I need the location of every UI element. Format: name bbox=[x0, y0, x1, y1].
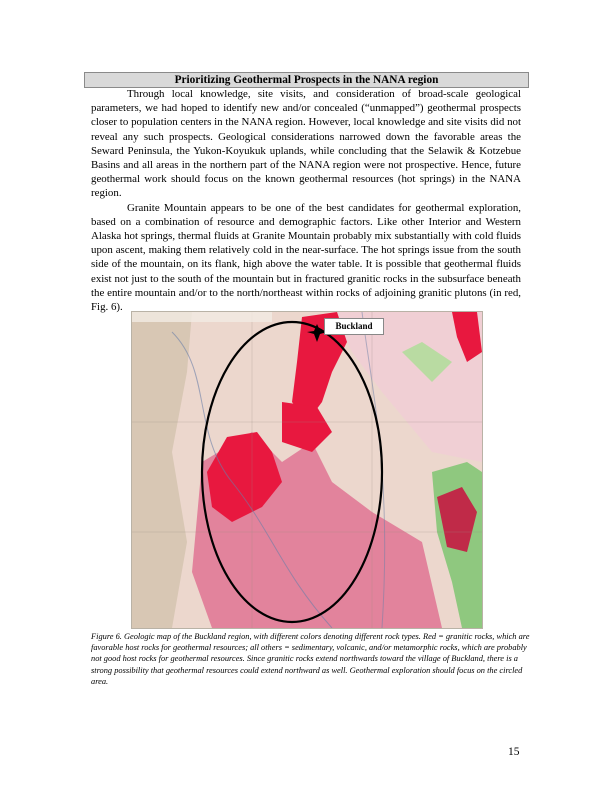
geologic-map-drawing bbox=[132, 312, 482, 628]
figure-caption: Figure 6. Geologic map of the Buckland region, with different colors denoting different rock types. Red = granitic rocks, which are favorable host rocks for geothermal resources; all others = sedimentary, volcanic, and/or metamorphic rocks, which are probably not good host rocks for geothermal resources. Since granitic rocks extend northwards toward the village of Buckland, there is a strong possibility that geothermal resources could extend northward as well. Geothermal exploration should focus on the circled area. bbox=[91, 632, 530, 686]
geologic-map-image bbox=[131, 311, 483, 629]
body-text bbox=[91, 87, 521, 314]
map-header-strip bbox=[132, 312, 272, 322]
paragraph: Through local knowledge, site visits, and consideration of broad-scale geological parameters, we had hoped to identify new and/or concealed (“unmapped”) geothermal prospects closer to population centers in the NANA region. However, local knowledge and site visits did not reveal any such prospects. Geological considerations narrowed down the favorable areas the Seward Peninsula, the Yukon-Koyukuk uplands, while concluding that the Selawik & Kotzebue Basins and all areas in the northern part of the NANA region were not prospective. Hence, future geothermal work should focus on the known geothermal resources (hot springs) in the NANA region. bbox=[91, 88, 521, 200]
section-heading: Prioritizing Geothermal Prospects in the NANA region bbox=[84, 72, 529, 88]
page-number: 15 bbox=[508, 746, 520, 758]
paragraph: Granite Mountain appears to be one of the best candidates for geothermal exploration, based on a combination of resource and demographic factors. Like other Interior and Western Alaska hot springs, thermal fluids at Granite Mountain probably mix substantially with cold fluids upon ascent, making them relatively cold in the near-surface. The hot springs issue from the south side of the mountain, on its flank, high above the water table. It is possible that geothermal fluids exist not just to the south of the mountain but in fractured granitic rocks in the subsurface beneath the entire mountain and/or to the north/northeast within rocks of adjoining granitic plutons (in red, Fig. 6). bbox=[91, 201, 521, 314]
map-label-buckland: Buckland bbox=[324, 318, 384, 335]
